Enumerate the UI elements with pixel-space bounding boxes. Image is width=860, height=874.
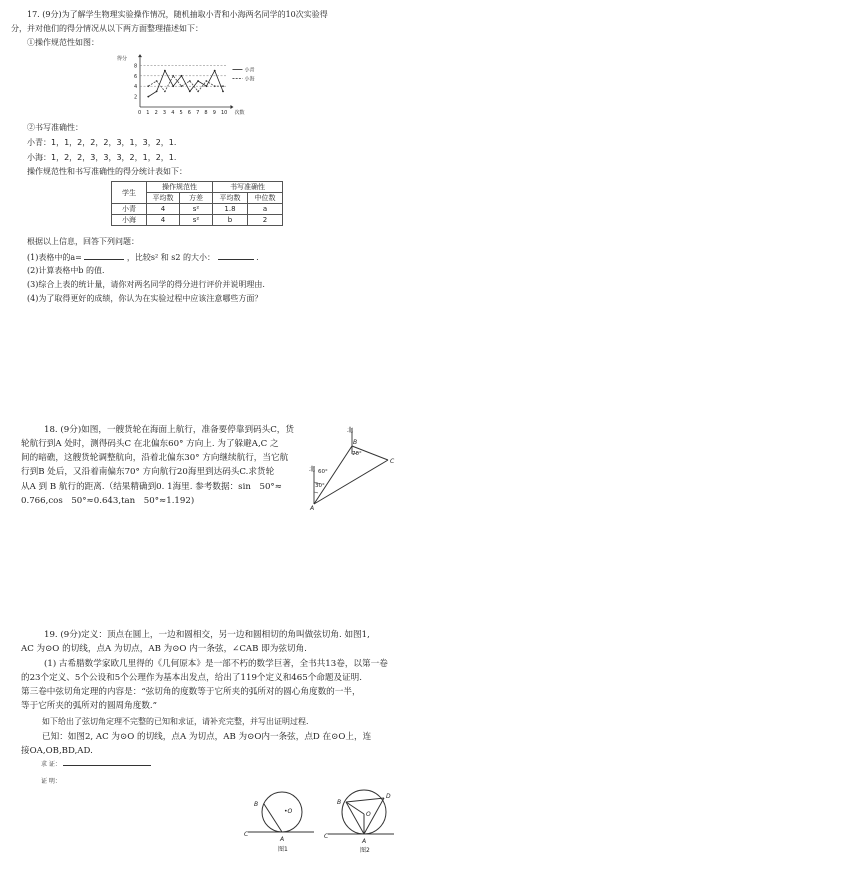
table-subheader: 方差 (180, 193, 213, 204)
q17-sub2: (2)计算表格中b 的值． (27, 266, 110, 275)
q17-sub1 (27, 251, 259, 263)
q19-given-2: 接OA,OB,BD,AD. (21, 746, 93, 756)
table-cell: 4 (147, 204, 180, 215)
table-cell: 1.8 (213, 204, 248, 215)
data-point (206, 85, 208, 87)
x-tick-label: 9 (212, 110, 216, 116)
label-a: A (280, 836, 285, 843)
q19-line: (1) 古希腊数学家欧几里得的《几何原本》是一部不朽的数学巨著，全书共13卷，以第一卷 (44, 659, 388, 669)
angle-arc-30 (314, 492, 318, 493)
x-tick-label: 10 (221, 110, 228, 116)
x-tick-label: 1 (146, 110, 150, 116)
q18-line: 轮航行到A 处时，测得码头C 在北偏东60° 方向上. 为了躲避A,C 之 (21, 439, 279, 449)
label-a: A (362, 838, 367, 845)
label-b: B (254, 801, 259, 808)
score-table (111, 181, 283, 226)
answer-blank-compare[interactable] (218, 251, 254, 260)
chord-ab (264, 804, 282, 832)
q19-line: 19. (9分)定义：顶点在圆上，一边和圆相交，另一边和圆相切的角叫做弦切角. 如图1, (44, 630, 370, 640)
table-cell: s² (180, 215, 213, 226)
x-tick-label: 5 (179, 110, 183, 116)
answer-blank-a[interactable] (84, 251, 124, 260)
table-cell: a (248, 204, 283, 215)
data-point (172, 85, 174, 87)
data-point (156, 80, 158, 82)
y-axis-label: 得分 (117, 56, 128, 62)
table-intro: 操作规范性和书写准确性的得分统计表如下： (27, 167, 187, 176)
angle-label-60: 60° (318, 469, 328, 475)
table-subheader: 中位数 (248, 193, 283, 204)
point-label-a: A (310, 505, 315, 510)
q17-prompt: 根据以上信息，回答下列问题： (27, 237, 139, 246)
data-point (181, 75, 183, 77)
q17-sub1-a: (1)表格中的a= (27, 253, 82, 262)
x-axis-arrow (230, 105, 233, 109)
x-tick-label: 2 (154, 110, 158, 116)
data-point (147, 96, 149, 98)
y-tick-label: 6 (134, 73, 138, 80)
xiaoqing-scores: 小青：1，1，2，2，2，3，1，3，2，1. (27, 138, 177, 147)
y-tick-label: 4 (134, 84, 138, 91)
figure-2 (320, 784, 400, 854)
point-label-c: C (390, 458, 395, 465)
data-point (206, 80, 208, 82)
data-point (189, 80, 191, 82)
angle-label-30: 30° (315, 483, 325, 489)
legend-label: 小海 (244, 76, 255, 83)
data-point (189, 91, 191, 93)
prove-label: 求 证： (41, 761, 61, 768)
q19-line: 等于它所夹的弧所对的圆周角度数.” (21, 701, 158, 711)
table-cell: s² (180, 204, 213, 215)
q17-sub3: (3)综合上表的统计量，请你对两名同学的得分进行评价并说明理由. (27, 280, 265, 289)
q17-sub1-c: . (256, 253, 259, 262)
q19-prove (41, 759, 151, 770)
caption-fig1: 图1 (278, 846, 288, 853)
y-axis-arrow (138, 54, 142, 57)
q18-line: 从A 到 B 航行的距离.（结果精确到0. 1海里. 参考数据：sin 50°≈ (21, 482, 282, 492)
table-row (112, 215, 283, 226)
data-point (164, 70, 166, 72)
data-point (156, 91, 158, 93)
data-point (214, 70, 216, 72)
label-d: D (386, 793, 391, 800)
north-label-a: 北 (309, 466, 316, 473)
x-axis-label: 次数 (234, 110, 245, 116)
data-point (214, 85, 216, 87)
table-header-student: 学生 (112, 182, 147, 204)
xiaohai-scores: 小海：1，2，2，3，3，3，2，1，2，1. (27, 153, 177, 162)
circle-o (262, 792, 302, 832)
q18-line: 间的暗礁，这艘货轮调整航向，沿着北偏东30° 方向继续航行，当它航 (21, 453, 289, 463)
q19-line: AC 为⊙O 的切线，点A 为切点，AB 为⊙O 内一条弦，∠CAB 即为弦切角. (21, 644, 307, 654)
table-header-group1: 操作规范性 (147, 182, 213, 193)
segment-ac (314, 460, 388, 504)
line-chart (115, 52, 275, 116)
x-tick-label: 6 (187, 110, 191, 116)
table-header-group2: 书写准确性 (213, 182, 283, 193)
data-point (222, 85, 224, 87)
point-label-b: B (353, 439, 358, 446)
label-o: •O (284, 808, 293, 815)
table-subheader: 平均数 (147, 193, 180, 204)
label-b: B (337, 799, 342, 806)
q17-line1: 17. (9分)为了解学生物理实验操作情况，随机抽取小青和小海两名同学的10次实验得 (27, 10, 328, 19)
data-point (222, 91, 224, 93)
chart-legend (232, 67, 254, 83)
table-cell: b (213, 215, 248, 226)
segment-bd (346, 798, 384, 802)
prove-blank[interactable] (63, 759, 151, 766)
data-point (197, 80, 199, 82)
table-cell: 小青 (112, 204, 147, 215)
q17-sub4: (4)为了取得更好的成绩，你认为在实验过程中应该注意哪些方面？ (27, 294, 263, 303)
table-cell: 2 (248, 215, 283, 226)
label-o: O (366, 811, 371, 818)
q19-instruction: 如下给出了弦切角定理不完整的已知和求证，请补充完整，并写出证明过程． (42, 717, 314, 726)
table-subheader: 平均数 (213, 193, 248, 204)
x-tick-label: 4 (171, 110, 175, 116)
data-point (164, 91, 166, 93)
x-tick-label: 7 (196, 110, 200, 116)
navigation-figure (300, 420, 400, 510)
q17-sub1-b: ，比较s² 和 s2 的大小： (126, 253, 216, 262)
table-cell: 小海 (112, 215, 147, 226)
label-c: C (244, 831, 249, 838)
data-point (197, 91, 199, 93)
x-tick-label: 0 (138, 110, 142, 116)
north-label-b: 北 (347, 427, 354, 434)
q17-part2: ②书写准确性： (27, 123, 83, 132)
q19-given-1: 已知：如图2, AC 为⊙O 的切线，点A 为切点，AB 为⊙O内一条弦，点D 在⊙O上，连 (42, 732, 372, 742)
segment-ab (314, 446, 352, 504)
x-tick-label: 8 (204, 110, 208, 116)
q19-proof-label: 证 明： (41, 778, 61, 785)
q17-line2: 分，并对他们的得分情况从以下两方面整理描述如下： (11, 24, 203, 33)
q19-line: 的23个定义、5个公设和5个公理作为基本出发点，给出了119个定义和465个命题及证明. (21, 673, 363, 683)
caption-fig2: 图2 (360, 847, 370, 854)
legend-label: 小青 (244, 67, 255, 74)
q18-line: 18. (9分)如图，一艘货轮在海面上航行，准备要停靠到码头C，货 (44, 425, 294, 435)
y-tick-label: 8 (134, 63, 138, 70)
data-point (172, 75, 174, 77)
label-c: C (324, 833, 329, 840)
table-cell: 4 (147, 215, 180, 226)
x-tick-label: 3 (162, 110, 167, 116)
data-point (147, 85, 149, 87)
table-row (112, 204, 283, 215)
angle-label-70: 70° (352, 451, 362, 457)
chart-gridlines (140, 65, 226, 86)
chart-series (147, 70, 224, 98)
q19-line: 第三卷中弦切角定理的内容是：“弦切角的度数等于它所夹的弧所对的圆心角度数的一半， (21, 687, 361, 697)
data-point (181, 85, 183, 87)
q17-part1: ①操作规范性如图： (27, 38, 99, 47)
figure-1 (240, 784, 320, 854)
q18-line: 行到B 处后，又沿着南偏东70° 方向航行20海里到达码头C.求货轮 (21, 467, 275, 477)
chord-ab (346, 802, 364, 834)
q18-line: 0.766,cos 50°≈0.643,tan 50°≈1.192) (21, 496, 195, 506)
y-tick-label: 2 (134, 94, 138, 101)
segment-ob (346, 802, 364, 814)
